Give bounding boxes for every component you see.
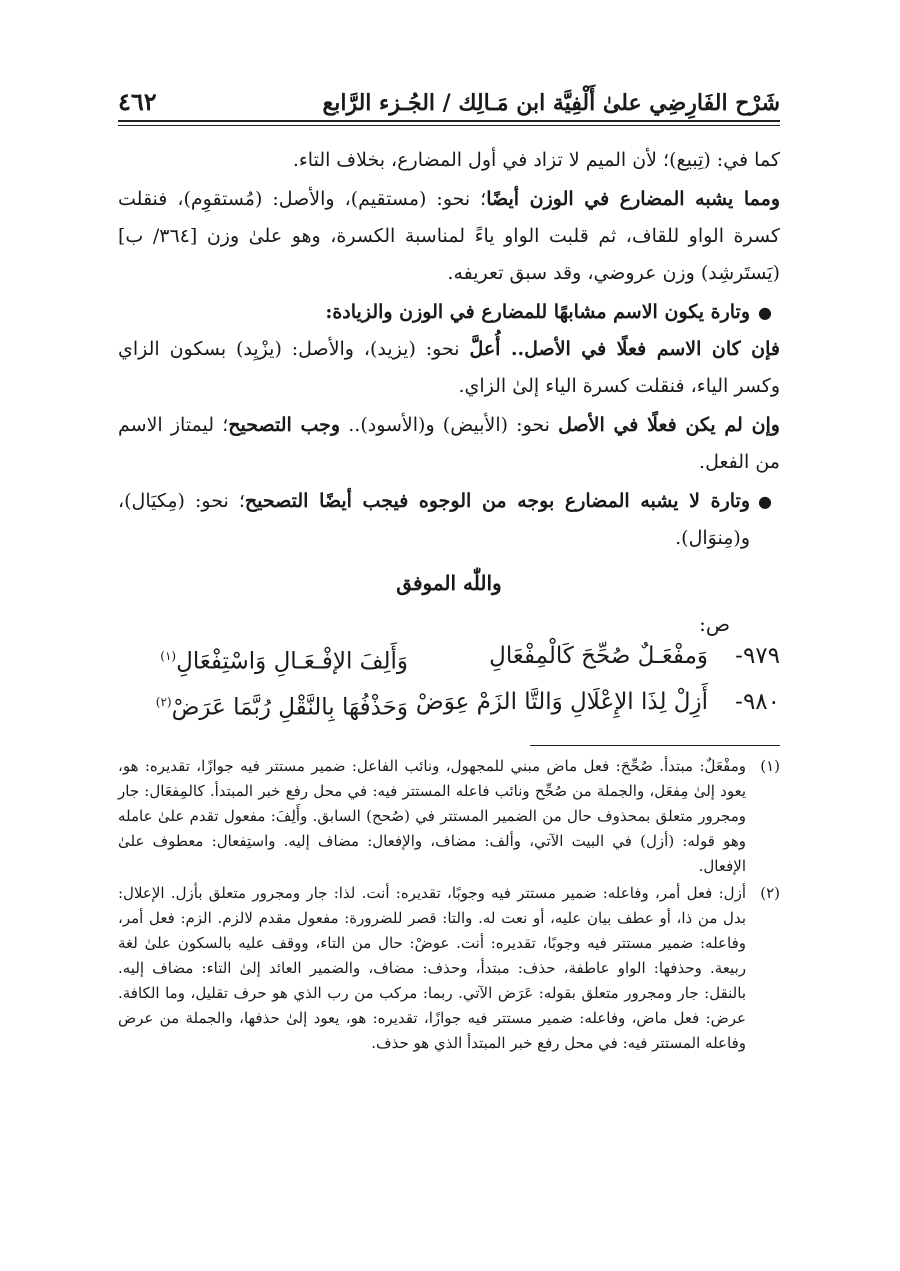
page [118,70,780,1058]
paragraph-2 [118,181,780,292]
paragraph-3-rest: نحو: (يزيد)، والأصل: (يزْيِد) بسكون الزاي وكسر الياء، فنقلت كسرة الياء إلىٰ الزاي. [118,338,780,397]
paragraph-2-rest: ؛ نحو: (مستقيم)، والأصل: (مُستقوِم)، فنقلت كسرة الواو للقاف، ثم قلبت الواو ياءً لمناسبة الكسرة، وهو علىٰ وزن [٣٦٤/ ب] (يَستَرشِد) وزن عروضي، وقد سبق تعريفه. [118,188,780,284]
footnote-2-text: أزل: فعل أمر، وفاعله: ضمير مستتر فيه وجوبًا، تقديره: أنت. لذا: جار ومجرور متعلق بأزل. الإعلال: بدل من ذا، أو عطف بيان عليه، أو نعت له. والتا: قصر للضرورة: مفعول مقدم لالزم. الزم: فعل أمر، وفاعله: ضمير مستتر فيه وجوبًا، تقديره: أنت. عوضْ: حال من التاء، ووقف عليه بالسكون علىٰ لغة ربيعة. وحذفها: الواو عاطفة، حذف: مبتدأ، وحذف: مضاف، والضمير العائد إلىٰ التاء: مضاف إليه. بالنقل: جار ومجرور متعلق بقوله: عَرَض الآتي. ربما: مركب من رب الذي هو حرف تقليل، وما الكافة. عرض: فعل ماض، وفاعله: ضمير مستتر فيه جوازًا، تقديره: هو، يعود إلىٰ حذفها، والجملة من عرض وفاعله المستتر فيه: في محل رفع خبر المبتدأ الذي هو حذف. [118,884,746,1053]
bullet-1-text: وتارة يكون الاسم مشابهًا للمضارع في الوزن والزيادة: [325,301,750,323]
verse-980 [118,682,780,728]
footnote-2 [118,881,780,1056]
paragraph-3 [118,331,780,405]
verse-979-first-hemistich: وَمفْعَـلٌ صُحِّحَ كَالْمِفْعَالِ [489,643,708,669]
running-title: شَرْح الفَارِضِي علىٰ أَلْفِيَّة ابن مَـالِك / الجُـزء الرَّابع [322,90,780,116]
verse-979-second-hemistich [118,636,408,682]
header-rule [118,120,780,126]
verse-979-number: ٩٧٩- [735,643,780,669]
bullet-2 [118,483,780,557]
main-text [118,142,780,602]
verse-label: ص: [699,612,730,636]
paragraph-4 [118,407,780,481]
paragraph-4-bold-1: وإن لم يكن فعلًا في الأصل [558,414,780,436]
footnotes [118,754,780,1056]
paragraph-4-bold-2: وجب التصحيح [228,414,341,436]
closing-phrase: واللّٰه الموفق [396,571,502,595]
verse-979-second-text: وَأَلِفَ الإفْـعَـالِ وَاسْتِفْعَالِ [176,648,408,675]
footnote-ref-2[interactable]: (٢) [155,694,172,709]
footnote-ref-1[interactable]: (١) [160,649,177,663]
bullet-2-text [118,483,750,557]
footnote-1 [118,754,780,879]
verse-980-number: ٩٨٠- [735,688,780,715]
paragraph-1: كما في: (تِبيع)؛ لأن الميم لا تزاد في أول المضارع، بخلاف التاء. [292,149,780,171]
verse-980-second-text: وَحَذْفُهَا بِالنَّقْلِ رُبَّمَا عَرَضْ [171,694,408,721]
verse-980-first-hemistich: أَزِلْ لِذَا الإِعْلَالِ وَالتَّا الزَمْ عِوَضْ [415,688,708,715]
bullet-2-rest: ؛ نحو: (مِكيَال)، و(مِنوَال). [118,490,750,549]
verse-980-second-hemistich [118,682,408,728]
bullet-dot-icon: ● [758,492,772,511]
paragraph-3-bold: فإن كان الاسم فعلًا في الأصل.. أُعلَّ [469,338,780,360]
paragraph-4-rest: ؛ ليمتاز الاسم من الفعل. [118,414,780,473]
bullet-2-bold: وتارة لا يشبه المضارع بوجه من الوجوه فيجب أيضًا التصحيح [244,490,750,512]
paragraph-4-mid: نحو: (الأبيض) و(الأسود).. [340,414,559,436]
footnote-1-text: ومفْعَلٌ: مبتدأ. صُحِّحَ: فعل ماض مبني للمجهول، ونائب الفاعل: ضمير مستتر فيه جوازًا، تقديره: هو، يعود إلىٰ مِفعَل، والجملة من صُحِّح ونائب فاعله المستتر فيه: في محل رفع خبر المبتدأ. كالمِفعَال: جار ومجرور متعلق بمحذوف حال من الضمير المستتر في (صُحح) السابق. وأَلِفَ: مفعول تقدم علىٰ عامله وهو قوله: (أزل) في البيت الآتي، وألف: مضاف، والإفعال: مضاف إليه. واستِفعال: معطوف علىٰ الإفعال. [118,757,746,876]
verse-979 [118,636,780,682]
page-number: ٤٦٢ [118,87,157,116]
footnote-rule [530,745,780,746]
footnote-2-mark: (٢) [760,884,780,903]
running-header [118,70,780,116]
bullet-dot-icon: ● [758,303,772,322]
bullet-1 [118,294,780,331]
footnote-1-mark: (١) [760,757,780,776]
paragraph-2-bold: ومما يشبه المضارع في الوزن أيضًا [486,188,780,210]
